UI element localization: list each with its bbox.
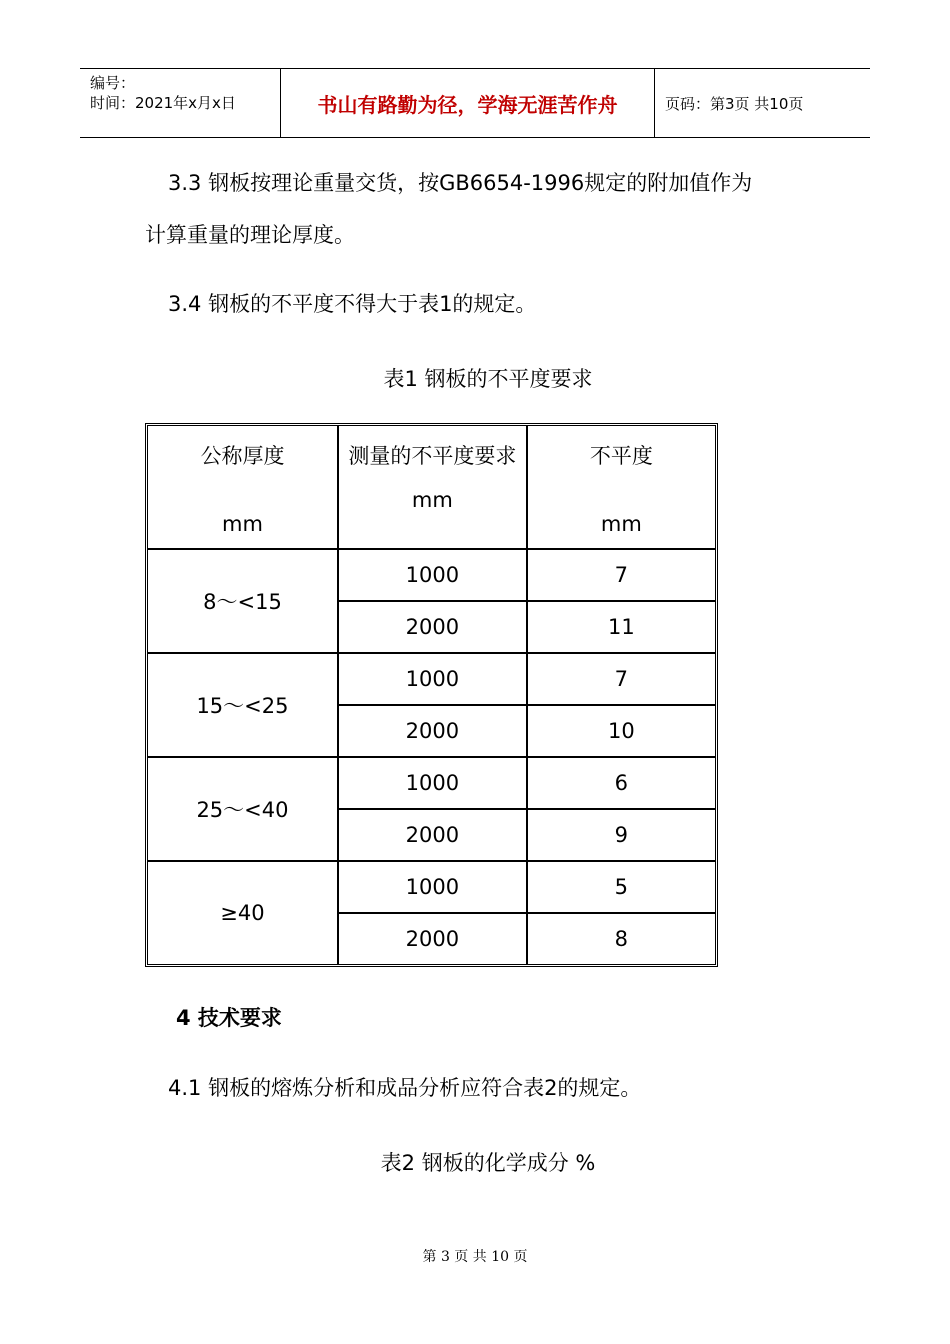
header-cell-measured [338, 426, 527, 549]
thickness-cell: 8～<15 [148, 549, 338, 653]
header-cell-flatness [527, 426, 715, 549]
table-row [148, 549, 715, 601]
length-cell: 2000 [338, 705, 527, 757]
header-label: 不平度 [589, 444, 653, 468]
length-cell: 1000 [338, 549, 527, 601]
header-cell-thickness [148, 426, 338, 549]
header-unit: mm [600, 512, 642, 536]
header-unit: mm [222, 512, 263, 536]
table-2-caption: 表2 钢板的化学成分 % [380, 1151, 596, 1175]
flatness-cell: 7 [527, 653, 715, 705]
length-cell: 2000 [338, 913, 527, 964]
table-row [148, 653, 715, 705]
thickness-cell: 15～<25 [148, 653, 338, 757]
table-row [148, 861, 715, 913]
length-cell: 2000 [338, 809, 527, 861]
thickness-cell: ≥40 [148, 861, 338, 964]
document-header [80, 68, 870, 138]
length-cell: 1000 [338, 757, 527, 809]
document-time: 时间：2021年x月x日 [90, 94, 236, 112]
header-unit: mm [411, 488, 453, 512]
header-page-info: 页码：第3页 共10页 [665, 94, 804, 113]
flatness-cell: 8 [527, 913, 715, 964]
header-label: 公称厚度 [200, 444, 285, 468]
length-cell: 1000 [338, 861, 527, 913]
header-label: 测量的不平度要求 [348, 444, 517, 468]
flatness-cell: 11 [527, 601, 715, 653]
paragraph-4-1: 4.1 钢板的熔炼分析和成品分析应符合表2的规定。 [168, 1076, 642, 1100]
thickness-cell: 25～<40 [148, 757, 338, 861]
paragraph-3-3-line-1: 3.3 钢板按理论重量交货，按GB6654-1996规定的附加值作为 [168, 171, 753, 195]
document-number-label: 编号： [90, 74, 136, 92]
flatness-cell: 10 [527, 705, 715, 757]
section-4-heading: 4 技术要求 [176, 1006, 282, 1030]
table-1-caption: 表1 钢板的不平度要求 [383, 367, 593, 391]
table-row [148, 757, 715, 809]
page-footer: 第 3 页 共 10 页 [422, 1249, 528, 1265]
flatness-cell: 6 [527, 757, 715, 809]
flatness-cell: 5 [527, 861, 715, 913]
header-motto: 书山有路勤为径，学海无涯苦作舟 [281, 69, 655, 137]
length-cell: 2000 [338, 601, 527, 653]
flatness-cell: 9 [527, 809, 715, 861]
flatness-cell: 7 [527, 549, 715, 601]
paragraph-3-3-line-2: 计算重量的理论厚度。 [145, 223, 355, 247]
length-cell: 1000 [338, 653, 527, 705]
flatness-table [145, 423, 718, 967]
paragraph-3-4: 3.4 钢板的不平度不得大于表1的规定。 [168, 292, 537, 316]
header-meta [80, 69, 281, 137]
